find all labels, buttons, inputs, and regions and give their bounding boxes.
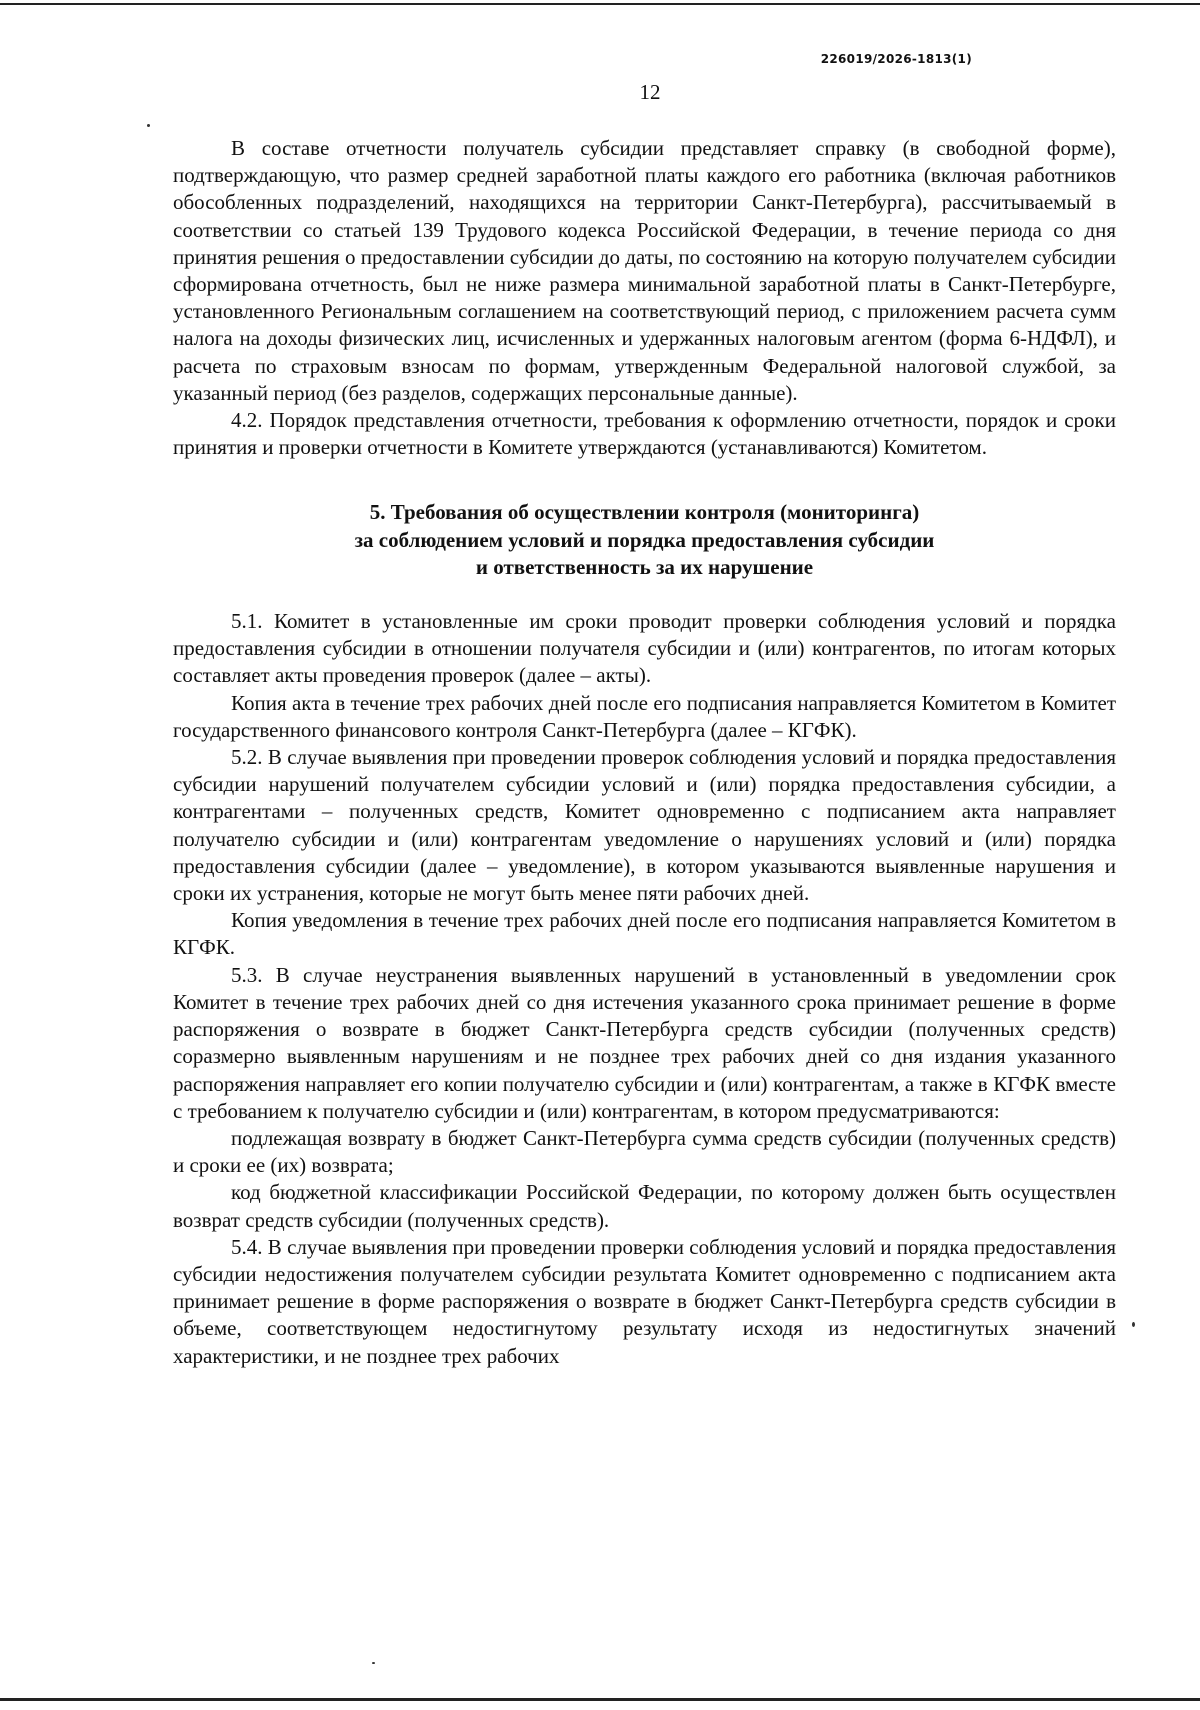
document-registration-number: 226019/2026-1813(1): [820, 52, 972, 66]
paragraph-act-copy: Копия акта в течение трех рабочих дней после его подписания направляется Комитетом в Комитет государственного финансового контроля Санкт-Петербурга (далее – КГФК).: [173, 690, 1116, 742]
paragraph-report-certificate: В составе отчетности получатель субсидии представляет справку (в свободной форме), подтверждающую, что размер средней заработной платы каждого его работника (включая работников обособленных подразделений, находящихся на территории Санкт-Петербурга), рассчитываемый в соответствии со статьей 139 Трудового кодекса Российской Федерации, в течение периода со дня принятия решения о предоставлении субсидии до даты, по состоянию на которую получателем субсидии сформирована отчетность, был не ниже размера минимальной заработной платы в Санкт-Петербурге, установленного Региональным соглашением на соответствующий период, с приложением расчета сумм налога на доходы физических лиц, исчисленных и удержанных налоговым агентом (форма 6-НДФЛ), и расчета по страховым взносам по формам, утвержденным Федеральной налоговой службой, за указанный период (без разделов, содержащих персональные данные).: [173, 136, 1116, 405]
scan-speck: [372, 1662, 375, 1664]
paragraph-return-amount: подлежащая возврату в бюджет Санкт-Петербурга сумма средств субсидии (полученных средств) и сроки ее (их) возврата;: [173, 1125, 1116, 1178]
paragraph-4-2: 4.2. Порядок представления отчетности, требования к оформлению отчетности, порядок и сроки принятия и проверки отчетности в Комитете утверждаются (устанавливаются) Комитетом.: [173, 408, 1116, 460]
paragraph-5-4: 5.4. В случае выявления при проведении проверки соблюдения условий и порядка предоставления субсидии недостижения получателем субсидии результата Комитет одновременно с подписанием акта принимает решение в форме распоряжения о возврате в бюджет Санкт-Петербурга средств субсидии в объеме, соответствующем недостигнутому результату исходя из недостигнутых значений характеристики, и не позднее трех рабочих: [173, 1234, 1116, 1368]
section-title-line-3: и ответственность за их нарушение: [475, 554, 814, 579]
document-body: [173, 135, 1116, 1370]
page-number: 12: [639, 80, 661, 104]
paragraph-budget-code: код бюджетной классификации Российской Федерации, по которому должен быть осуществлен возврат средств субсидии (полученных средств).: [173, 1180, 1116, 1232]
paragraph-5-1: 5.1. Комитет в установленные им сроки проводит проверки соблюдения условий и порядка предоставления субсидии в отношении получателя субсидии и (или) контрагентов, по итогам которых составляет акты проведения проверок (далее – акты).: [173, 609, 1116, 688]
paragraph-notice-copy: Копия уведомления в течение трех рабочих дней после его подписания направляется Комитетом в КГФК.: [173, 908, 1116, 960]
paragraph-5-3: 5.3. В случае неустранения выявленных нарушений в установленный в уведомлении срок Комитет в течение трех рабочих дней со дня истечения указанного срока принимает решение в форме распоряжения о возврате в бюджет Санкт-Петербурга средств субсидии (полученных средств) соразмерно выявленным нарушениям и не позднее трех рабочих дней со дня издания указанного распоряжения направляет его копии получателю субсидии и (или) контрагентам, а также в КГФК вместе с требованием к получателю субсидии и (или) контрагентам, в котором предусматриваются:: [173, 962, 1116, 1123]
section-title-line-1: 5. Требования об осуществлении контроля (мониторинга): [369, 500, 920, 525]
scan-border-top: [0, 3, 1200, 5]
section-5-title: [173, 499, 1116, 581]
scan-border-bottom: [0, 1698, 1200, 1701]
scan-speck: [147, 124, 150, 127]
section-title-line-2: за соблюдением условий и порядка предоставления субсидии: [354, 527, 935, 552]
scan-speck: [1132, 1322, 1135, 1327]
paragraph-5-2: 5.2. В случае выявления при проведении проверок соблюдения условий и порядка предоставления субсидии нарушений получателем субсидии условий и (или) порядка предоставления субсидии, а контрагентами – полученных средств, Комитет одновременно с подписанием акта направляет получателю субсидии и (или) контрагентам уведомление о нарушениях условий и (или) порядка предоставления субсидии (далее – уведомление), в котором указываются выявленные нарушения и сроки их устранения, которые не могут быть менее пяти рабочих дней.: [173, 745, 1116, 906]
